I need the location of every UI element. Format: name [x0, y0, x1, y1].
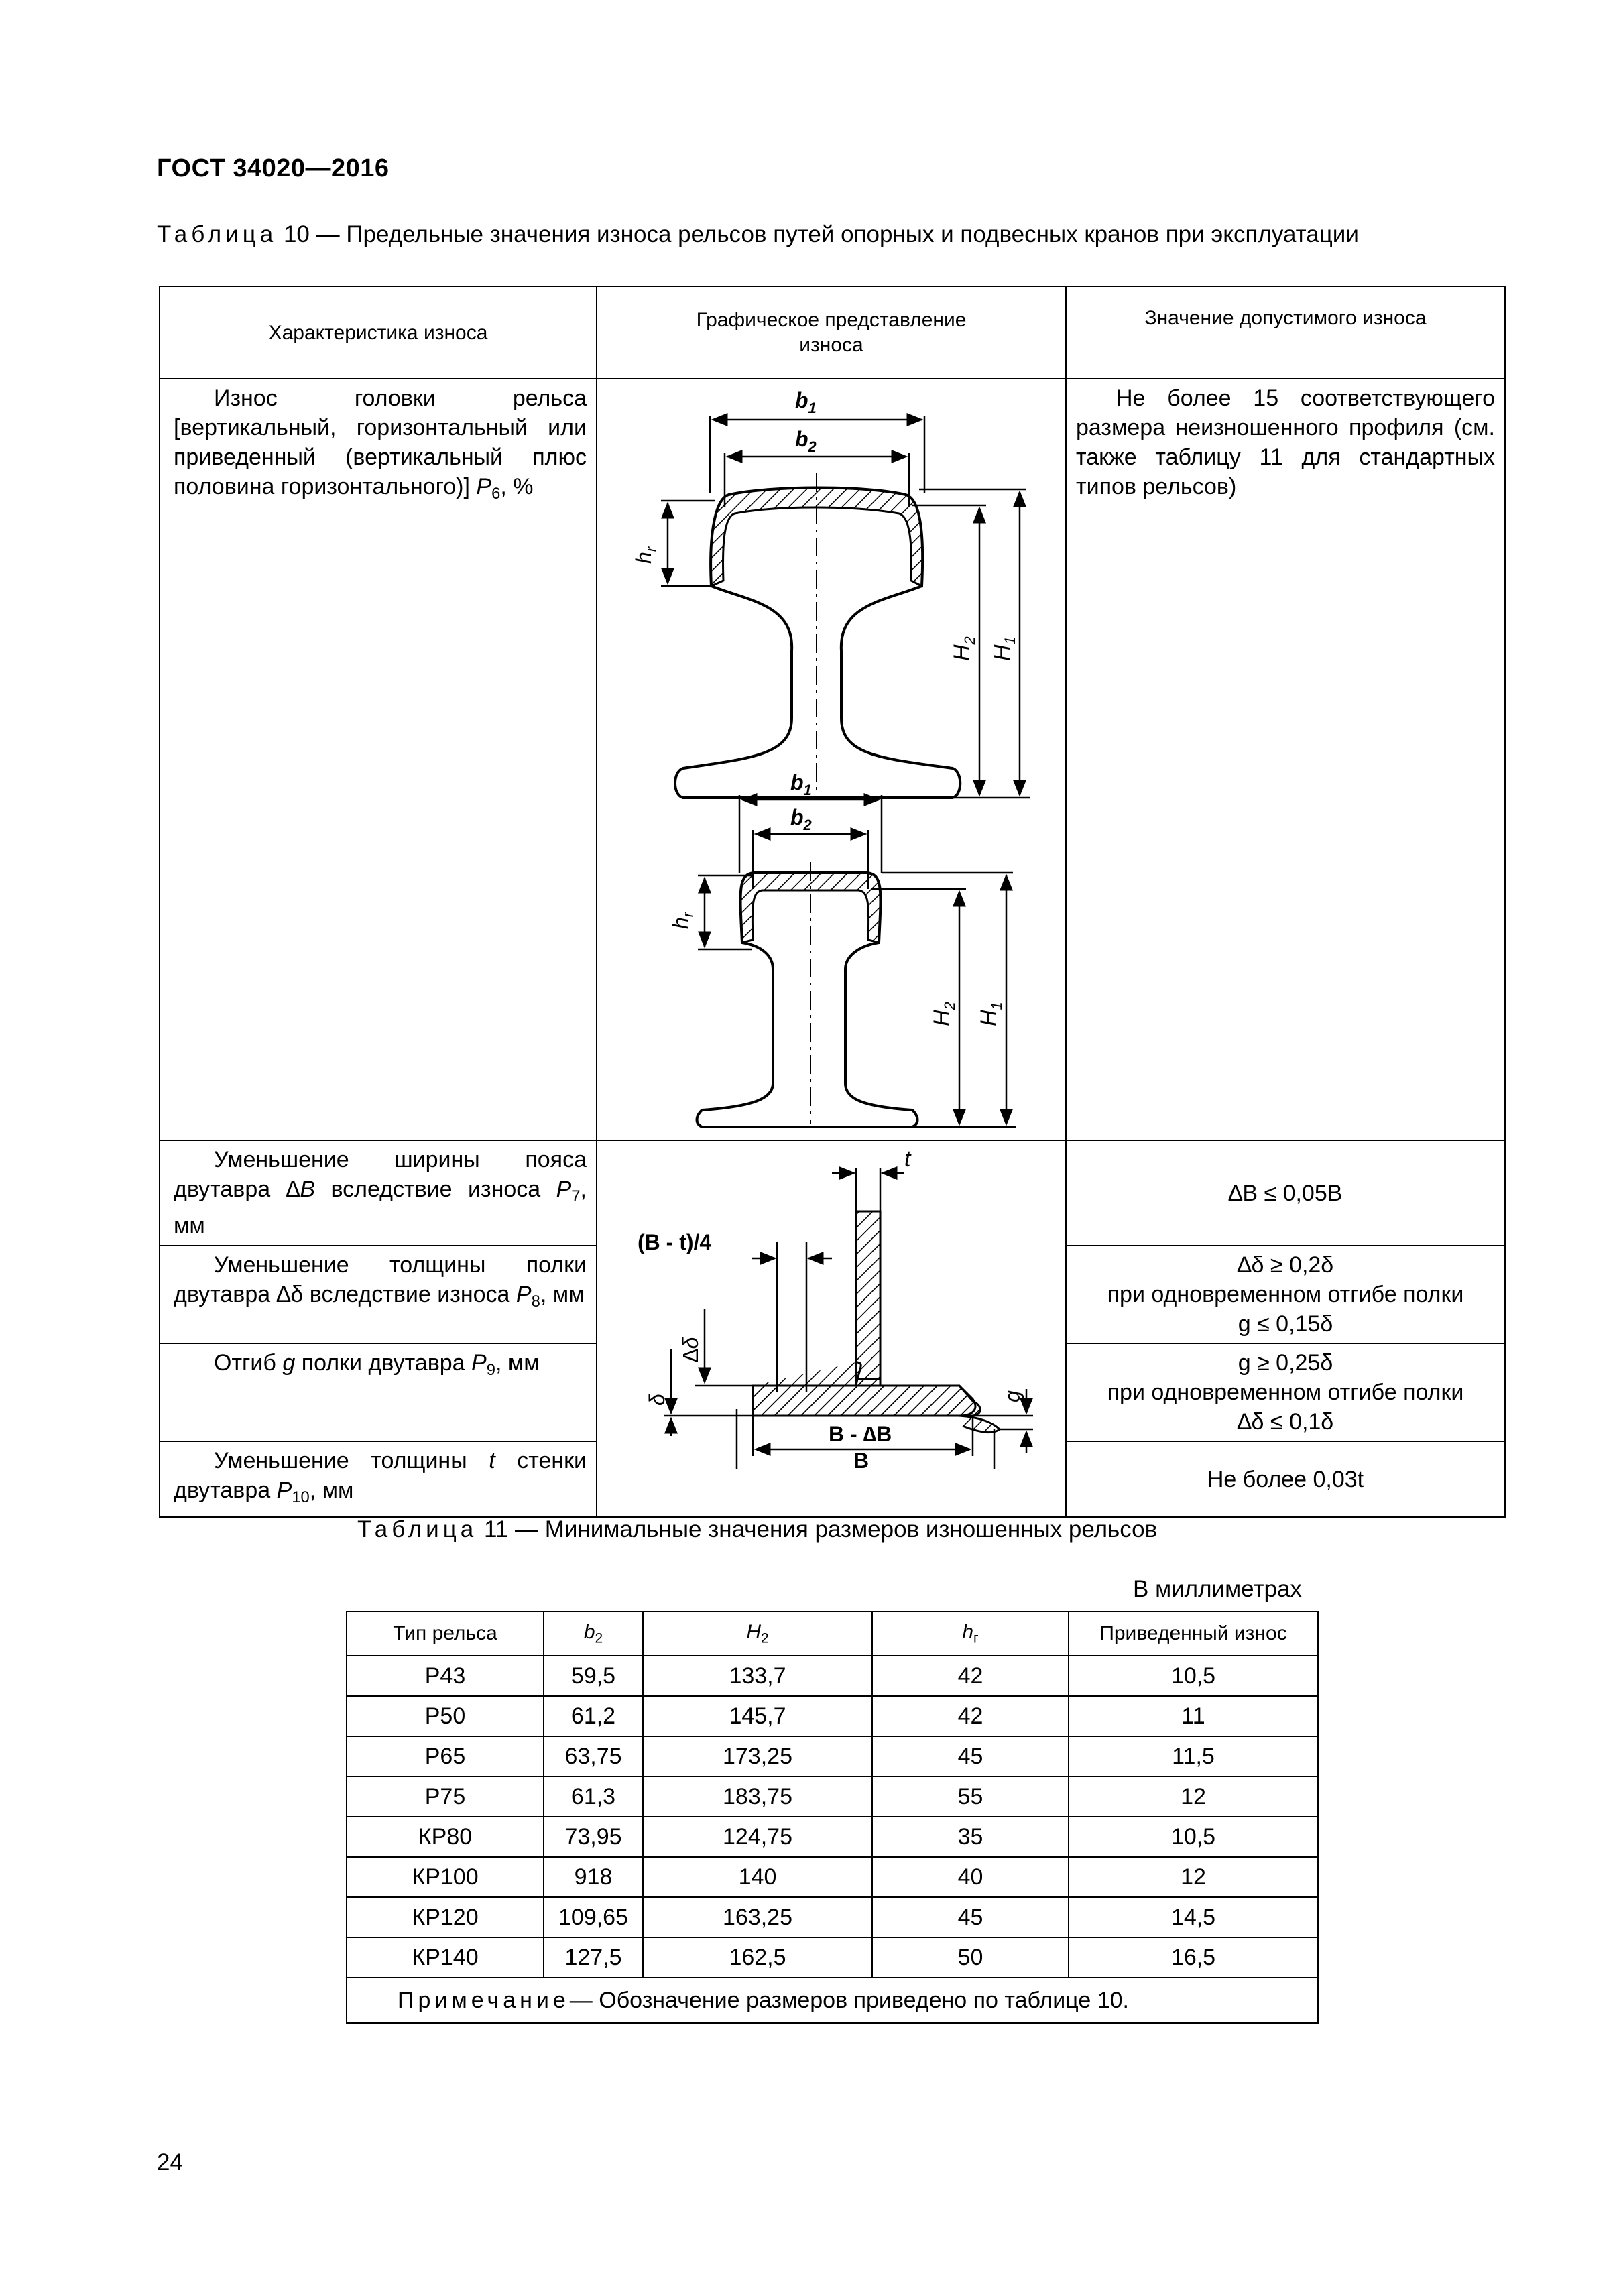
- row4-value-line1: g ≥ 0,25δ: [1238, 1350, 1333, 1376]
- page-number: 24: [157, 2149, 183, 2175]
- table-cell: 109,65: [544, 1897, 643, 1937]
- table11-caption: Таблица 11 — Минимальные значения размеров изношенных рельсов: [357, 1516, 1158, 1543]
- rail2-H-dimensions: [871, 873, 1016, 1127]
- rail-profiles-diagram: [597, 379, 1067, 1141]
- table-cell: 14,5: [1069, 1897, 1318, 1937]
- ibeam-d-label: δ: [645, 1394, 669, 1406]
- table-row: [347, 1817, 1318, 1857]
- ibeam-t-label: t: [904, 1146, 911, 1172]
- table-cell: 124,75: [643, 1817, 872, 1857]
- table-row: [347, 1776, 1318, 1817]
- ibeam-t-dimension: [832, 1168, 904, 1211]
- table10-row1-characteristic: Износ головки рельса [вертикальный, горизонтальный или приведенный (вертикальный плюс половина горизонтального)] $P_6$, %: [160, 379, 597, 1140]
- table-cell: КР80: [347, 1817, 544, 1857]
- ibeam-bt4-dimension: [752, 1242, 832, 1392]
- ibeam-bt4-label: (B - t)/4: [638, 1230, 712, 1254]
- table-cell: 59,5: [544, 1656, 643, 1696]
- table-cell: 918: [544, 1857, 643, 1897]
- rail1-H2-label: $H_2$: [949, 636, 978, 661]
- table-cell: 42: [872, 1696, 1069, 1736]
- table11-body: [347, 1656, 1318, 1978]
- table-cell: 183,75: [643, 1776, 872, 1817]
- ibeam-B-label: B: [853, 1449, 869, 1469]
- table-cell: 163,25: [643, 1897, 872, 1937]
- table-cell: 55: [872, 1776, 1069, 1817]
- table11-header-hr: $h_г$: [872, 1612, 1069, 1656]
- table-cell: 35: [872, 1817, 1069, 1857]
- table10-row1-value: Не более 15 соответствующего размера неизношенного профиля (см. также таблицу 11 для стандартных типов рельсов): [1066, 379, 1505, 1140]
- table-cell: 12: [1069, 1776, 1318, 1817]
- rail1-hr-dimension: [661, 501, 715, 586]
- table-cell: 61,3: [544, 1776, 643, 1817]
- table10-row5-value: Не более 0,03t: [1066, 1441, 1505, 1517]
- rail-profile-2: [697, 873, 918, 1127]
- table-cell: КР140: [347, 1937, 544, 1978]
- row3-value-line3: g ≤ 0,15δ: [1238, 1311, 1333, 1337]
- table-cell: 42: [872, 1656, 1069, 1696]
- ibeam-BdB-label: B - ∆B: [829, 1422, 892, 1446]
- table-cell: 73,95: [544, 1817, 643, 1857]
- table10: [159, 286, 1506, 1518]
- row3-value-line2: при одновременном отгибе полки: [1107, 1282, 1464, 1308]
- table-cell: Р43: [347, 1656, 544, 1696]
- rail1-hr-label: $h_r$: [632, 546, 660, 564]
- table11-header-type: Тип рельса: [347, 1612, 544, 1656]
- table-cell: 10,5: [1069, 1817, 1318, 1857]
- ibeam-web: [856, 1211, 880, 1386]
- table10-row2-characteristic: Уменьшение ширины пояса двутавра ∆B вследствие износа $P_7$, мм: [160, 1140, 597, 1246]
- table-cell: Р50: [347, 1696, 544, 1736]
- table-cell: 145,7: [643, 1696, 872, 1736]
- rail2-b1-label: $b_1$: [790, 770, 812, 798]
- table-cell: 12: [1069, 1857, 1318, 1897]
- table10-row4-characteristic: Отгиб g полки двутавра $P_9$, мм: [160, 1343, 597, 1441]
- table11-header-reduced: Приведенный износ: [1069, 1612, 1318, 1656]
- table10-header-value: Значение допустимого износа: [1066, 286, 1505, 379]
- table-cell: 11: [1069, 1696, 1318, 1736]
- ibeam-dd-label: ∆δ: [678, 1337, 703, 1362]
- ibeam-delta-dimensions: [664, 1309, 755, 1436]
- table11-header-H2: $H_2$: [643, 1612, 872, 1656]
- table-cell: 16,5: [1069, 1937, 1318, 1978]
- table-cell: 173,25: [643, 1736, 872, 1776]
- rail2-H1-label: $H_1$: [976, 1002, 1005, 1026]
- table-cell: 133,7: [643, 1656, 872, 1696]
- table-cell: 140: [643, 1857, 872, 1897]
- table10-header-graphic: Графическое представление износа: [597, 286, 1066, 379]
- table-row: [347, 1857, 1318, 1897]
- rail2-hr-label: $h_r$: [668, 912, 697, 929]
- rail2-b2-label: $b_2$: [790, 805, 812, 833]
- table10-row4-value: [1066, 1343, 1505, 1441]
- table-cell: 45: [872, 1897, 1069, 1937]
- table11: [346, 1611, 1319, 2024]
- rail1-H1-label: $H_1$: [989, 636, 1018, 661]
- table-row: [347, 1736, 1318, 1776]
- table-cell: 162,5: [643, 1937, 872, 1978]
- rail2-H2-label: $H_2$: [929, 1002, 958, 1026]
- table10-row3-characteristic: Уменьшение толщины полки двутавра ∆δ вследствие износа $P_8$, мм: [160, 1246, 597, 1343]
- table-row: [347, 1696, 1318, 1736]
- table10-header-characteristic: Характеристика износа: [160, 286, 597, 379]
- table-cell: 40: [872, 1857, 1069, 1897]
- row4-value-line2: при одновременном отгибе полки: [1107, 1380, 1464, 1406]
- rail-head-wear-figure-cell: [597, 379, 1066, 1140]
- table-row: [347, 1937, 1318, 1978]
- table-cell: Р65: [347, 1736, 544, 1776]
- table-cell: Р75: [347, 1776, 544, 1817]
- table-cell: КР120: [347, 1897, 544, 1937]
- rail1-b1-label: $b_1$: [795, 388, 817, 416]
- ibeam-g-label: g: [1000, 1390, 1024, 1402]
- table-row: [347, 1897, 1318, 1937]
- table-cell: 63,75: [544, 1736, 643, 1776]
- rail1-b2-label: $b_2$: [795, 427, 817, 455]
- table11-header-b2: $b_2$: [544, 1612, 643, 1656]
- table-cell: 127,5: [544, 1937, 643, 1978]
- table10-caption: Таблица 10 — Предельные значения износа рельсов путей опорных и подвесных кранов при эксплуатации: [157, 221, 1359, 247]
- table11-note: Примечание— Обозначение размеров приведено по таблице 10.: [347, 1978, 1318, 2023]
- ibeam-diagram: [597, 1141, 1067, 1469]
- table-cell: 11,5: [1069, 1736, 1318, 1776]
- ibeam-wear-figure-cell: [597, 1140, 1066, 1517]
- table-row: [347, 1656, 1318, 1696]
- table-cell: КР100: [347, 1857, 544, 1897]
- table10-row2-value: ∆B ≤ 0,05B: [1066, 1140, 1505, 1246]
- row4-value-line3: ∆δ ≤ 0,1δ: [1237, 1409, 1334, 1435]
- table11-units: В миллиметрах: [1133, 1576, 1302, 1602]
- table-cell: 61,2: [544, 1696, 643, 1736]
- table-cell: 50: [872, 1937, 1069, 1978]
- table-cell: 10,5: [1069, 1656, 1318, 1696]
- table-cell: 45: [872, 1736, 1069, 1776]
- table10-row5-characteristic: Уменьшение толщины t стенки двутавра $P_{10}$, мм: [160, 1441, 597, 1517]
- row3-value-line1: ∆δ ≥ 0,2δ: [1237, 1252, 1334, 1278]
- document-header: ГОСТ 34020—2016: [157, 154, 389, 182]
- table10-row3-value: [1066, 1246, 1505, 1343]
